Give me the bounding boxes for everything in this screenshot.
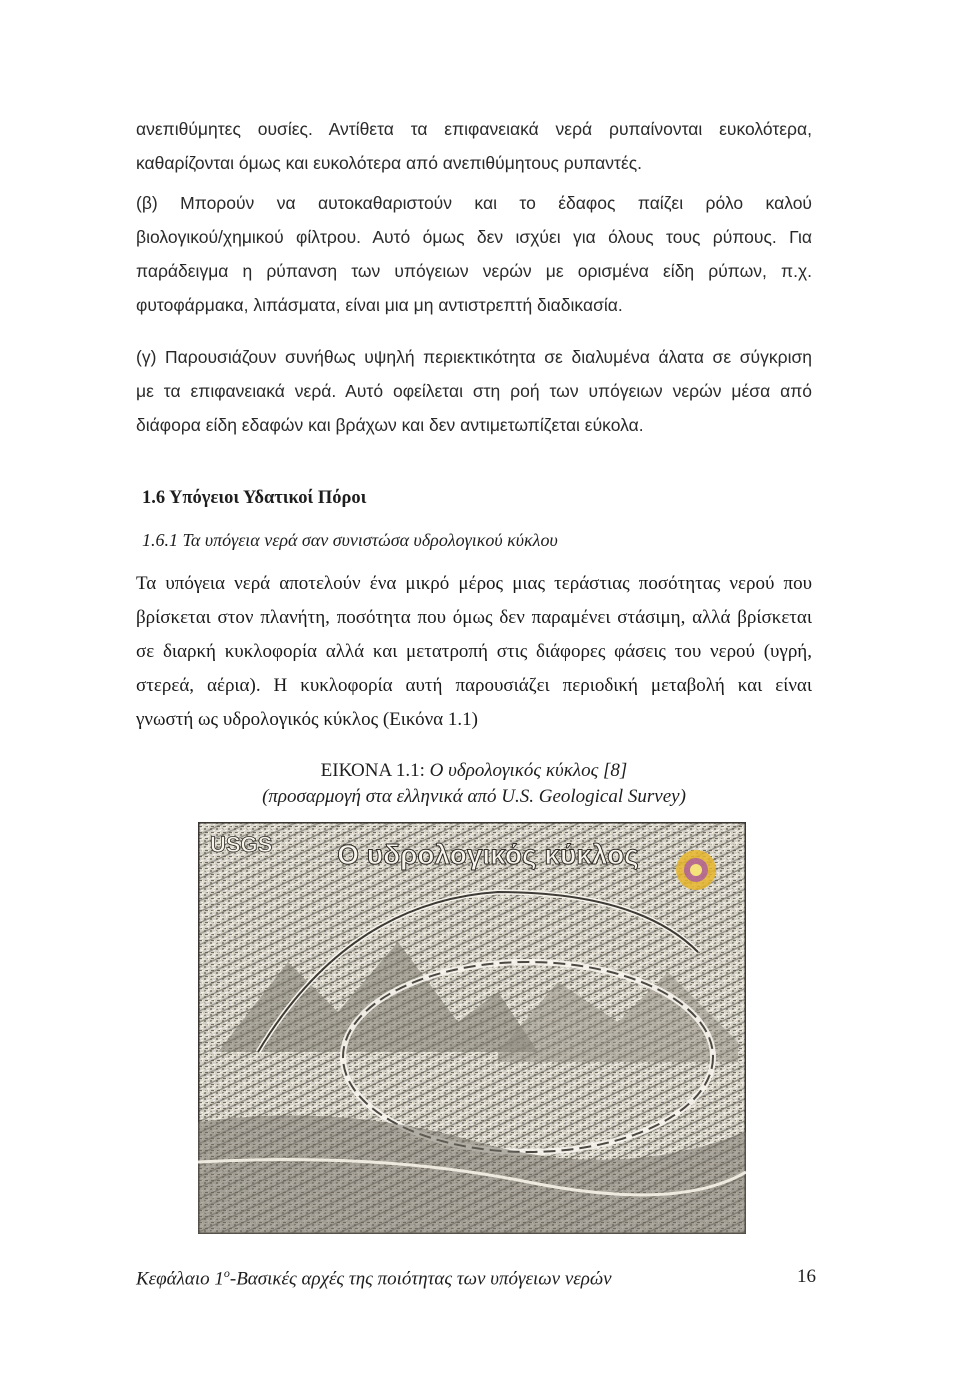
footer-chapter <box>136 1266 612 1290</box>
figure-title: Ο υδρολογικός κύκλος <box>337 839 639 870</box>
text-line: βιολογικού/χημικού φίλτρου. Αυτό όμως δεν ισχύει για όλους τους ρύπους. Για <box>136 227 812 247</box>
text-line: ανεπιθύμητες ουσίες. Αντίθετα τα επιφανειακά νερά ρυπαίνονται ευκολότερα, <box>136 119 812 139</box>
hydrologic-cycle-figure <box>198 822 746 1234</box>
footer-chapter-rest: -Βασικές αρχές της ποιότητας των υπόγειων νερών <box>229 1268 612 1290</box>
caption-title: Ο υδρολογικός κύκλος [8] <box>429 760 628 781</box>
caption-source: (προσαρμογή στα ελληνικά από U.S. Geological Survey) <box>262 786 686 807</box>
footer-chapter-prefix: Κεφάλαιο 1 <box>136 1268 224 1290</box>
text-line: καθαρίζονται όμως και ευκολότερα από ανεπιθύμητους ρυπαντές. <box>136 153 643 173</box>
text-line: παράδειγμα η ρύπανση των υπόγειων νερών με ορισμένα είδη ρύπων, π.χ. <box>136 261 812 281</box>
paragraph-c <box>136 340 812 442</box>
paragraph-intro <box>136 112 812 180</box>
caption-line <box>136 758 812 784</box>
text-line: σε διαρκή κυκλοφορία αλλά και μετατροπή στις διάφορες φάσεις του νερού (υγρή, <box>136 641 812 662</box>
caption-label: ΕΙΚΟΝΑ 1.1: <box>320 760 425 781</box>
text-line: βρίσκεται στον πλανήτη, ποσότητα που όμως δεν παραμένει στάσιμη, αλλά βρίσκεται <box>136 607 812 628</box>
text-line: διάφορα είδη εδαφών και βράχων και δεν αντιμετωπίζεται εύκολα. <box>136 415 644 435</box>
subsection-heading: 1.6.1 Τα υπόγεια νερά σαν συνιστώσα υδρολογικού κύκλου <box>142 530 558 550</box>
figure-caption <box>136 758 812 810</box>
page-number: 16 <box>797 1266 816 1287</box>
text-line: με τα επιφανειακά νερά. Αυτό οφείλεται στη ροή των υπόγειων νερών μέσα από <box>136 381 812 401</box>
text-line: Τα υπόγεια νερά αποτελούν ένα μικρό μέρος μιας τεράστιας ποσότητας νερού που <box>136 573 812 594</box>
text-line: (γ) Παρουσιάζουν συνήθως υψηλή περιεκτικότητα σε διαλυμένα άλατα σε σύγκριση <box>136 347 812 367</box>
text-line: φυτοφάρμακα, λιπάσματα, είναι μια μη αντιστρεπτή διαδικασία. <box>136 295 623 315</box>
paragraph-b <box>136 186 812 322</box>
usgs-logo: USGS <box>210 832 273 857</box>
text-line: (β) Μπορούν να αυτοκαθαριστούν και το έδαφος παίζει ρόλο καλού <box>136 193 812 213</box>
text-line: γνωστή ως υδρολογικός κύκλος (Εικόνα 1.1) <box>136 709 478 730</box>
paragraph-hydro <box>136 567 812 737</box>
text-line: στερεά, αέρια). Η κυκλοφορία αυτή παρουσιάζει περιοδική μεταβολή και είναι <box>136 675 812 696</box>
footer-chapter-sup: ο <box>223 1266 230 1280</box>
section-heading: 1.6 Υπόγειοι Υδατικοί Πόροι <box>142 488 367 508</box>
figure-illustration <box>198 822 746 1234</box>
